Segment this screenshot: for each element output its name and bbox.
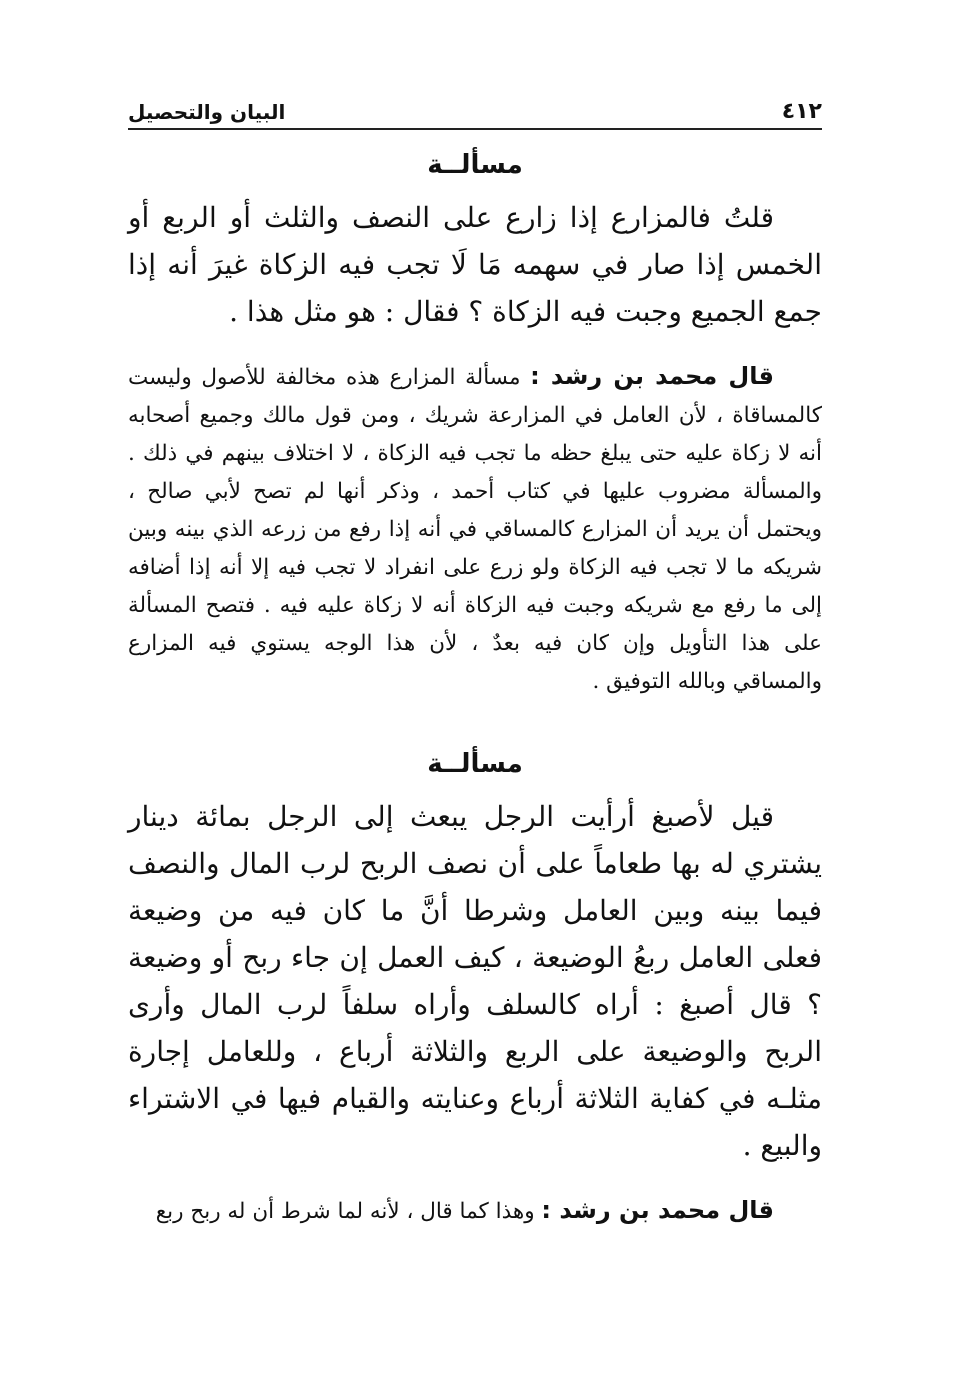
section-heading: مسألــة [427,150,523,180]
commentary-text: مسألة المزارع هذه مخالفة للأصول وليست كالمساقاة ، لأن العامل في المزارعة شريك ، ومن قول مالك وجميع أصحابه أنه لا زكاة عليه حتى يبلغ حظه ما تجب فيه الزكاة ، لا اختلاف بينهم في ذلك . والمسألة مضروب عليها في كتاب أحمد ، وذكر أنها لم تصح لأبي صالح ، ويحتمل أن يريد أن المزارع كالمساقي في أنه إذا رفع من زرعه الذي بينه وبين شريكه ما لا تجب فيه الزكاة ولو زرع على انفراد لا تجب فيه إلا أنه إذا أضافه إلى ما رفع مع شريكه وجبت فيه الزكاة أنه لا زكاة عليه فيه . فتصح المسألة على هذا التأويل وإن كان فيه بعدٌ ، لأن هذا الوجه يستوي فيه المزارع والمساقي وبالله التوفيق . [128,365,822,694]
section-2 [128,749,822,1231]
section-1 [128,150,822,701]
page-number: ٤١٢ [781,99,822,124]
running-header [128,84,822,130]
commentary-paragraph [128,357,822,701]
commentary-speaker: قال محمد بن رشد : [530,362,774,390]
document-page [128,84,822,1231]
question-text: قلتُ فالمزارع إذا زارع على النصف والثلث أو الربع أو الخمس إذا صار في سهمه مَا لَا تجب فيه الزكاة غيرَ أنه إذا جمع الجميع وجبت فيه الزكاة ؟ فقال : هو مثل هذا . [128,201,822,328]
question-text: قيل لأصبغ أرأيت الرجل يبعث إلى الرجل بمائة دينار يشتري له بها طعاماً على أن نصف الربح لرب المال والنصف فيما بينه وبين العامل وشرطا أنَّ ما كان فيه من وضيعة فعلى العامل ربعُ الوضيعة ، كيف العمل إن جاء ربح أو وضيعة ؟ قال أصبغ : أراه كالسلف وأراه سلفاً لرب المال وأرى الربح والوضيعة على الربع والثلاثة أرباع ، وللعامل إجارة مثلـه في كفاية الثلاثة أرباع وعنايته والقيام فيها في الاشتراء والبيع . [128,800,822,1162]
section-gap [128,701,822,729]
commentary-text: وهذا كما قال ، لأنه لما شرط أن له ربح ربع [155,1199,535,1224]
question-paragraph [128,194,822,335]
section-heading: مسألــة [427,749,523,779]
question-paragraph [128,793,822,1169]
commentary-paragraph [128,1191,822,1231]
commentary-speaker: قال محمد بن رشد : [541,1196,774,1224]
book-title: البيان والتحصيل [128,100,286,124]
